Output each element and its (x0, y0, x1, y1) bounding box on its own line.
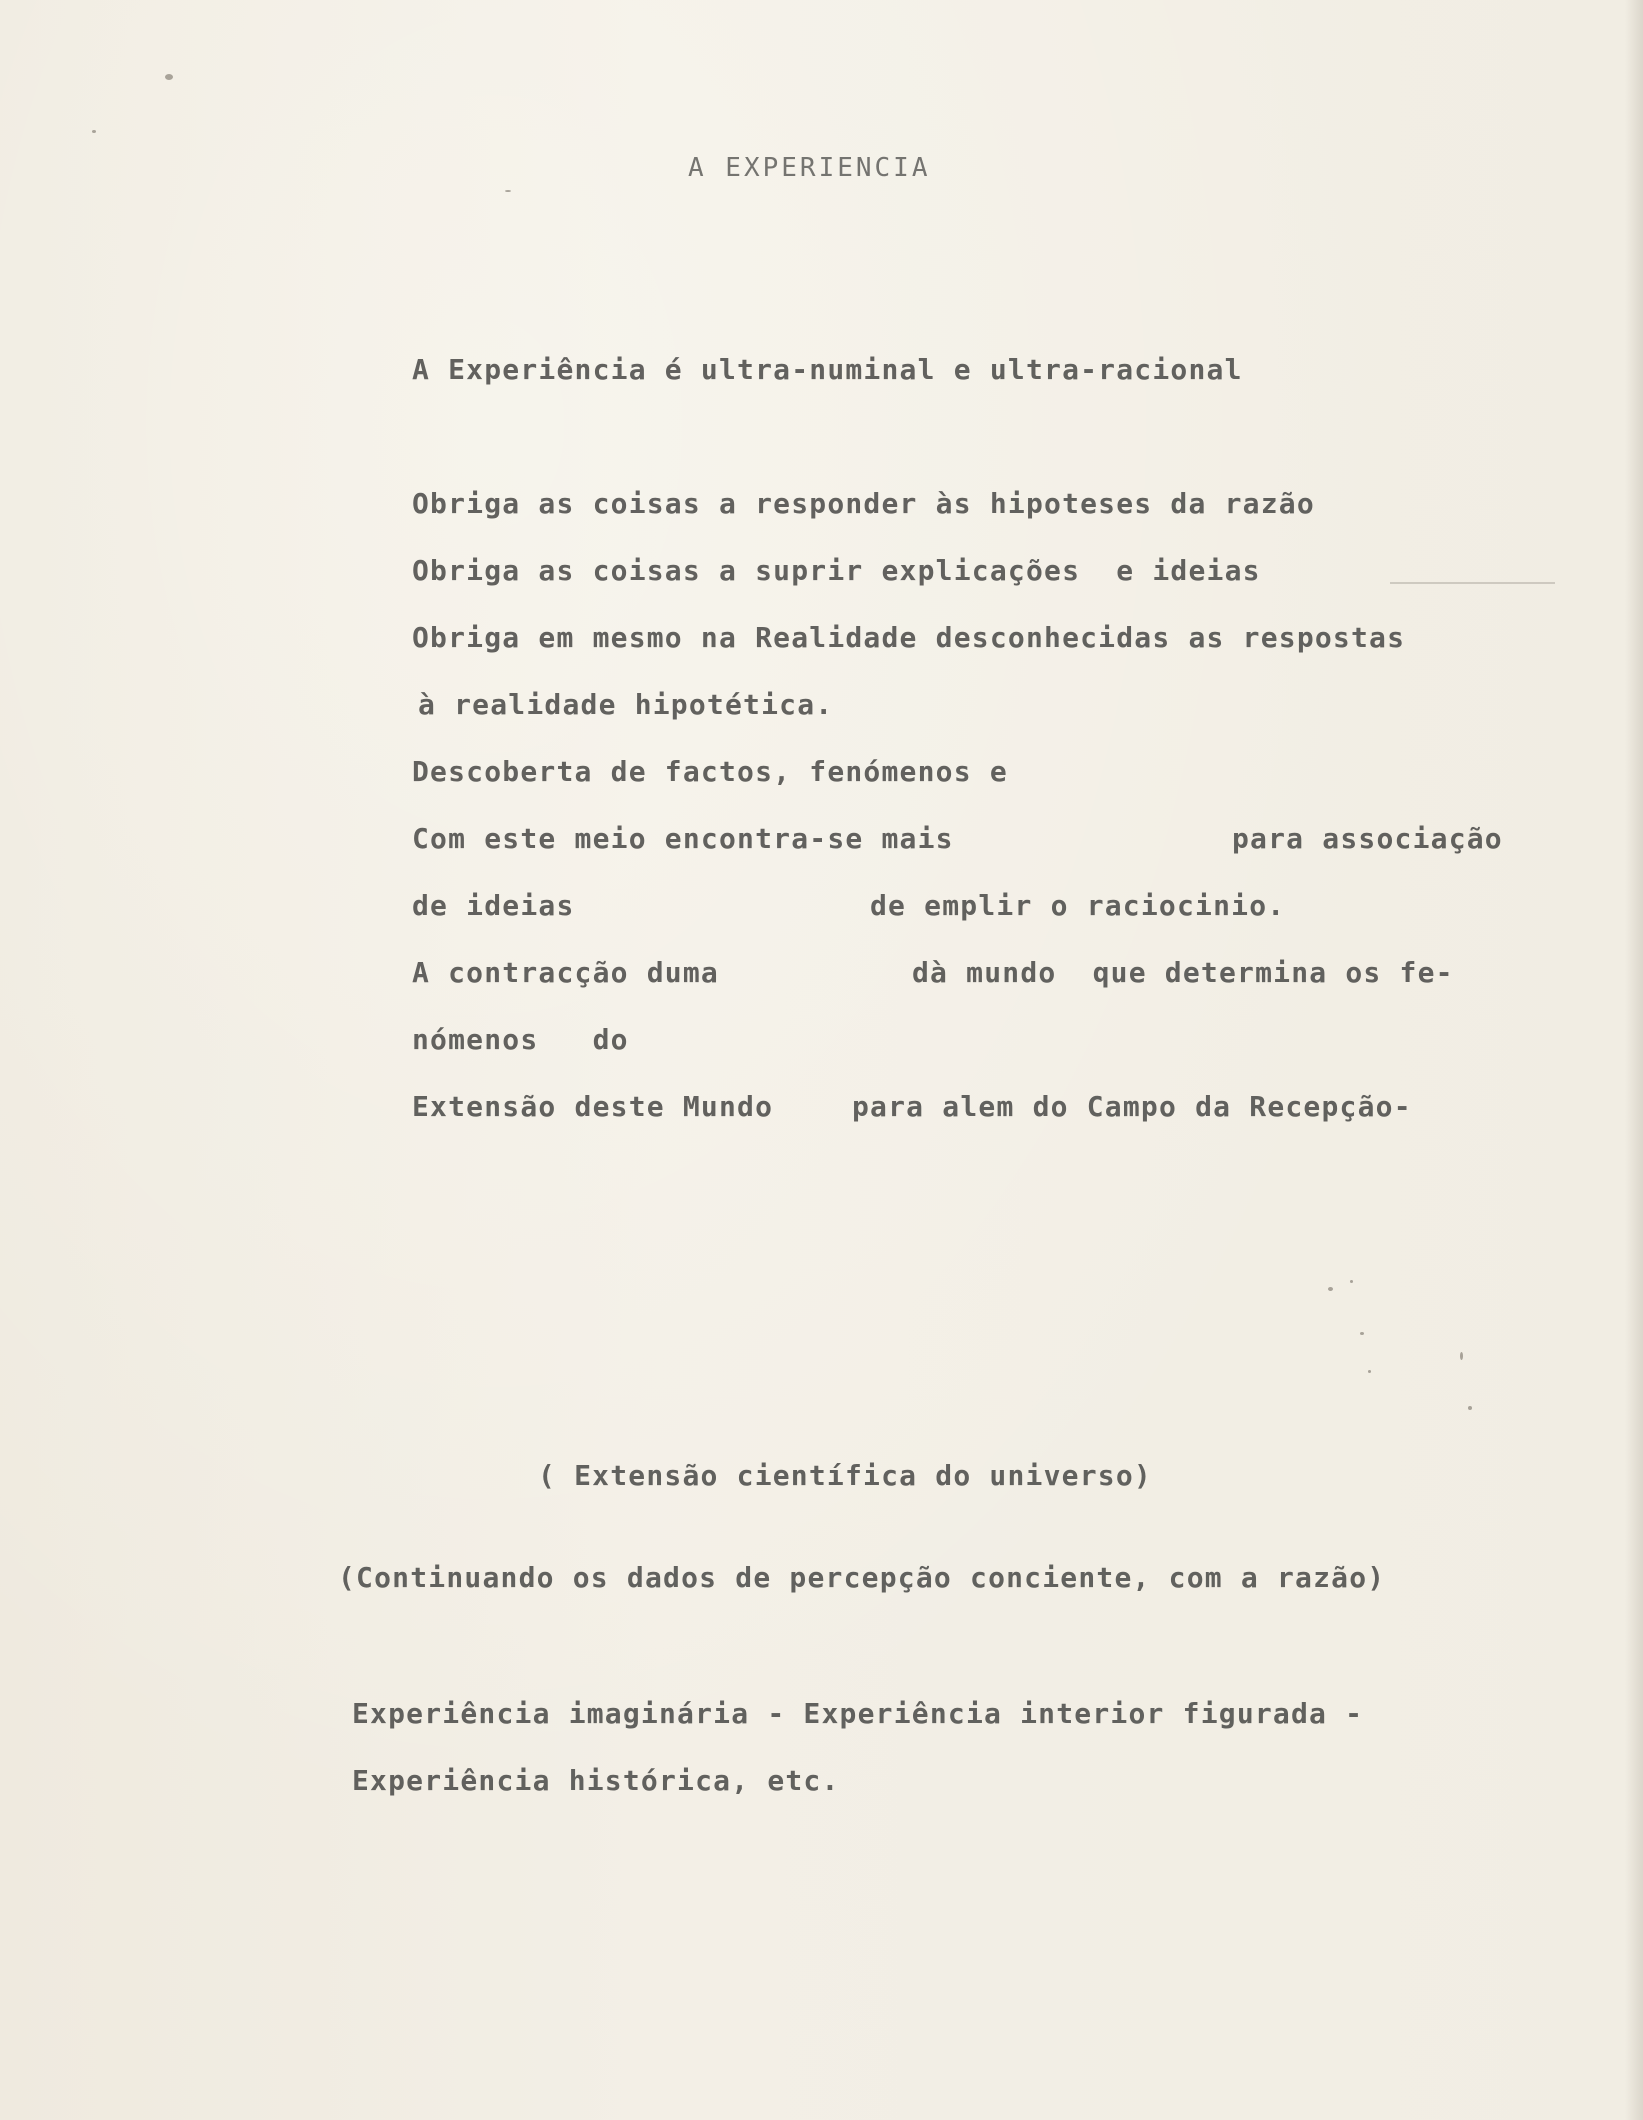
body-line-6a: Com este meio encontra-se mais (412, 822, 954, 855)
paper-speck (1368, 1370, 1371, 1373)
body-line-7b: de emplir o raciocinio. (870, 889, 1286, 922)
paper-speck (1468, 1406, 1472, 1410)
paper-speck (1350, 1280, 1353, 1283)
body-line-10b: para alem do Campo da Recepção- (852, 1090, 1412, 1123)
paper-speck (1360, 1332, 1364, 1335)
body-line-3: Obriga em mesmo na Realidade desconhecidas as respostas (412, 621, 1406, 654)
paper-edge-shadow (1625, 0, 1643, 2120)
paper-speck (505, 190, 511, 192)
footer-line-1: Experiência imaginária - Experiência interior figurada - (352, 1697, 1364, 1730)
body-line-5: Descoberta de factos, fenómenos e (412, 755, 1008, 788)
body-line-6b: para associação (1232, 822, 1503, 855)
document-title: A EXPERIENCIA (688, 153, 931, 183)
footer-line-2: Experiência histórica, etc. (352, 1764, 840, 1797)
heading-line: A Experiência é ultra-numinal e ultra-racional (412, 353, 1243, 386)
body-line-2: Obriga as coisas a suprir explicações e ideias (412, 554, 1261, 587)
body-line-8b: dà mundo que determina os fe- (912, 956, 1454, 989)
body-line-8a: A contracção duma (412, 956, 719, 989)
paper-speck (1328, 1287, 1333, 1291)
body-line-4: à realidade hipotética. (418, 688, 834, 721)
subtitle-scientific-extension: ( Extensão científica do universo) (538, 1459, 1152, 1492)
paper-speck (92, 130, 96, 133)
body-line-10a: Extensão deste Mundo (412, 1090, 774, 1123)
pencil-mark (1390, 582, 1555, 584)
paper-speck (1460, 1352, 1463, 1360)
body-line-1: Obriga as coisas a responder às hipoteses da razão (412, 487, 1315, 520)
subtitle-continuing: (Continuando os dados de percepção conciente, com a razão) (338, 1561, 1386, 1594)
paper-speck (165, 74, 173, 80)
body-line-9: nómenos do (412, 1023, 629, 1056)
body-line-7a: de ideias (412, 889, 575, 922)
